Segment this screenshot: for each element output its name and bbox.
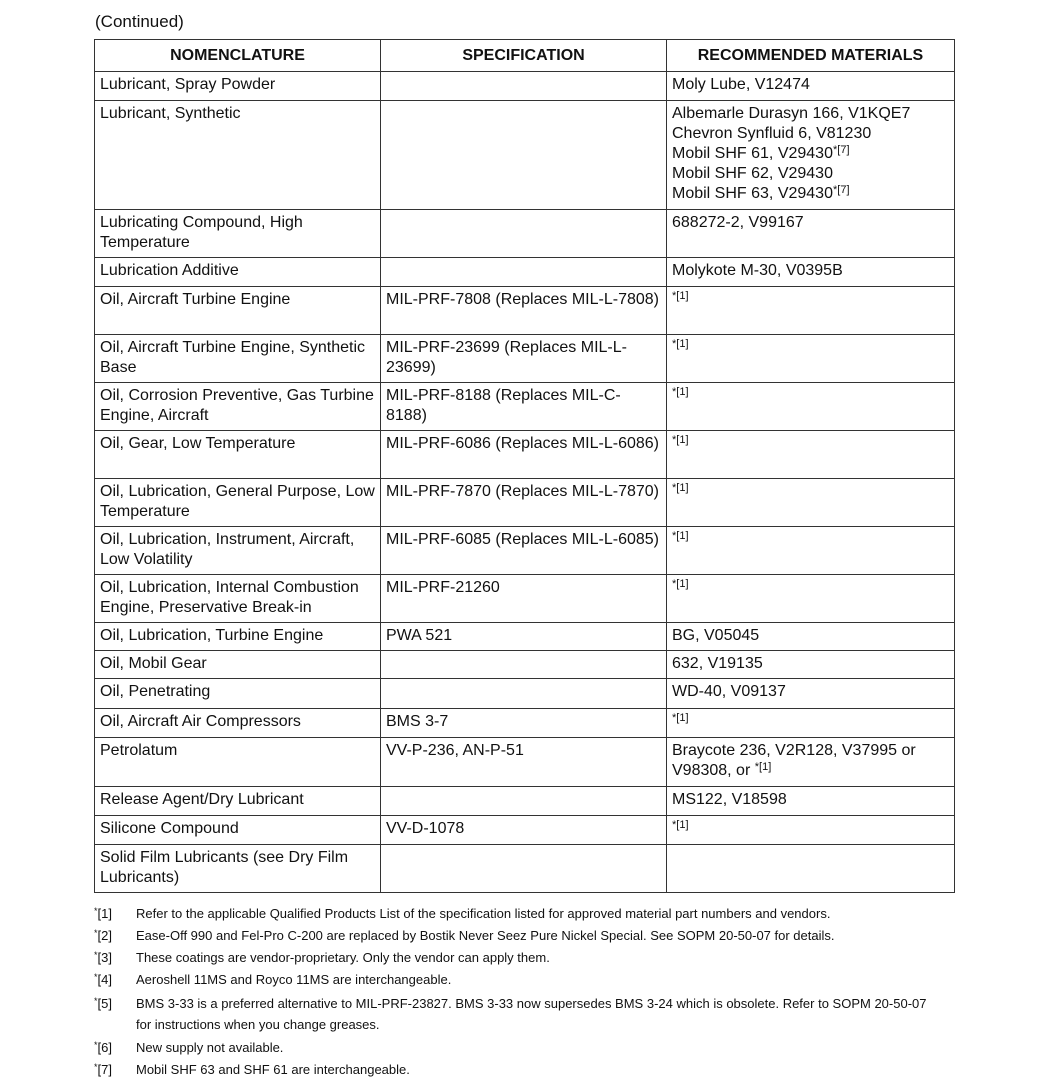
materials-cell — [667, 72, 955, 101]
footnote-star: * — [94, 928, 98, 938]
table-row — [95, 335, 955, 383]
footnote-marker — [94, 993, 136, 1035]
table-row — [95, 479, 955, 527]
material-text: Molykote M-30, V0395B — [672, 262, 843, 279]
continued-label: (Continued) — [95, 12, 184, 31]
material-text: BG, V05045 — [672, 627, 760, 644]
table-row — [95, 738, 955, 787]
material-line — [672, 654, 949, 674]
table-header-row — [95, 40, 955, 72]
nomenclature-cell: Oil, Aircraft Turbine Engine — [95, 287, 381, 335]
specification-cell — [381, 72, 667, 101]
footnote-ref: *[7] — [832, 144, 850, 156]
material-line — [672, 682, 949, 702]
nomenclature-cell: Oil, Lubrication, Turbine Engine — [95, 623, 381, 651]
nomenclature-cell: Release Agent/Dry Lubricant — [95, 787, 381, 816]
specification-cell — [381, 787, 667, 816]
footnote-star: * — [94, 972, 98, 982]
footnote-marker — [94, 971, 136, 988]
footnote-marker — [94, 1061, 136, 1078]
material-text: Chevron Synfluid 6, V81230 — [672, 125, 872, 142]
table-row — [95, 816, 955, 845]
footnote — [94, 905, 954, 922]
material-line — [672, 386, 949, 406]
footnote-ref: *[7] — [832, 184, 850, 196]
materials-cell — [667, 709, 955, 738]
materials-cell — [667, 845, 955, 893]
material-line — [672, 104, 949, 124]
nomenclature-cell: Oil, Gear, Low Temperature — [95, 431, 381, 479]
footnote-text: Ease-Off 990 and Fel-Pro C-200 are replaced by Bostik Never Seez Pure Nickel Special. See SOPM 20-50-07 for details. — [136, 928, 835, 943]
table-row — [95, 258, 955, 287]
table-row — [95, 431, 955, 479]
materials-table — [94, 39, 955, 893]
nomenclature-cell: Petrolatum — [95, 738, 381, 787]
footnote-marker — [94, 927, 136, 944]
table-row — [95, 72, 955, 101]
specification-cell: MIL-PRF-8188 (Replaces MIL-C-8188) — [381, 383, 667, 431]
nomenclature-cell: Oil, Lubrication, Instrument, Aircraft, Low Volatility — [95, 527, 381, 575]
footnote-star: * — [94, 1062, 98, 1072]
nomenclature-cell: Solid Film Lubricants (see Dry Film Lubricants) — [95, 845, 381, 893]
nomenclature-cell: Lubricating Compound, High Temperature — [95, 210, 381, 258]
specification-cell — [381, 651, 667, 679]
material-text: Albemarle Durasyn 166, V1KQE7 — [672, 105, 911, 122]
nomenclature-cell: Oil, Corrosion Preventive, Gas Turbine Engine, Aircraft — [95, 383, 381, 431]
material-line — [672, 741, 949, 781]
material-text: 688272-2, V99167 — [672, 214, 804, 231]
table-row — [95, 845, 955, 893]
footnote-text: New supply not available. — [136, 1040, 284, 1055]
specification-cell — [381, 101, 667, 210]
materials-cell — [667, 431, 955, 479]
material-line — [672, 164, 949, 184]
table-row — [95, 709, 955, 738]
material-line — [672, 290, 949, 310]
footnote-ref: *[1] — [672, 530, 689, 542]
nomenclature-cell: Oil, Aircraft Turbine Engine, Synthetic Base — [95, 335, 381, 383]
table-row — [95, 527, 955, 575]
nomenclature-cell: Lubrication Additive — [95, 258, 381, 287]
nomenclature-cell: Oil, Aircraft Air Compressors — [95, 709, 381, 738]
footnote-ref: *[1] — [672, 712, 689, 724]
footnote-number: [2] — [97, 928, 112, 943]
materials-cell — [667, 787, 955, 816]
specification-cell — [381, 210, 667, 258]
material-line — [672, 144, 949, 164]
material-text: 632, V19135 — [672, 655, 763, 672]
specification-cell: MIL-PRF-21260 — [381, 575, 667, 623]
footnote-text: Aeroshell 11MS and Royco 11MS are interchangeable. — [136, 972, 452, 987]
footnote-star: * — [94, 906, 98, 916]
footnote-ref: *[1] — [672, 386, 689, 398]
footnote-text: Mobil SHF 63 and SHF 61 are interchangeable. — [136, 1062, 410, 1077]
material-text: WD-40, V09137 — [672, 683, 786, 700]
specification-cell — [381, 258, 667, 287]
table-row — [95, 383, 955, 431]
table-body — [95, 72, 955, 893]
material-line — [672, 338, 949, 358]
nomenclature-cell: Silicone Compound — [95, 816, 381, 845]
nomenclature-cell: Oil, Lubrication, General Purpose, Low Temperature — [95, 479, 381, 527]
footnote-text: These coatings are vendor-proprietary. Only the vendor can apply them. — [136, 950, 550, 965]
materials-cell — [667, 287, 955, 335]
footnotes — [94, 905, 954, 1083]
material-line — [672, 213, 949, 233]
specification-cell: MIL-PRF-6085 (Replaces MIL-L-6085) — [381, 527, 667, 575]
material-line — [672, 124, 949, 144]
footnote-number: [1] — [97, 906, 112, 921]
footnote-marker — [94, 949, 136, 966]
table-row — [95, 575, 955, 623]
materials-cell — [667, 623, 955, 651]
material-text: Mobil SHF 61, V29430 — [672, 145, 833, 162]
header-recommended-materials: RECOMMENDED MATERIALS — [667, 40, 955, 72]
table-row — [95, 651, 955, 679]
footnote-star: * — [94, 996, 98, 1006]
material-line — [672, 482, 949, 502]
material-line — [672, 819, 949, 839]
materials-cell — [667, 575, 955, 623]
material-line — [672, 530, 949, 550]
materials-cell — [667, 738, 955, 787]
materials-cell — [667, 335, 955, 383]
footnote-ref: *[1] — [754, 761, 772, 773]
nomenclature-cell: Lubricant, Synthetic — [95, 101, 381, 210]
footnote-ref: *[1] — [672, 578, 689, 590]
footnote-ref: *[1] — [672, 434, 689, 446]
footnote-marker — [94, 1039, 136, 1056]
materials-cell — [667, 679, 955, 709]
footnote-number: [4] — [97, 972, 112, 987]
materials-cell — [667, 258, 955, 287]
material-line — [672, 184, 949, 204]
material-line — [672, 790, 949, 810]
specification-cell: MIL-PRF-7870 (Replaces MIL-L-7870) — [381, 479, 667, 527]
material-text: Braycote 236, V2R128, V37995 or V98308, or — [672, 742, 916, 779]
material-line — [672, 75, 949, 95]
nomenclature-cell: Oil, Mobil Gear — [95, 651, 381, 679]
footnote-number: [3] — [97, 950, 112, 965]
material-line — [672, 261, 949, 281]
footnote-star: * — [94, 950, 98, 960]
table-row — [95, 287, 955, 335]
footnote-text: BMS 3-33 is a preferred alternative to MIL-PRF-23827. BMS 3-33 now supersedes BMS 3-24 which is obsolete. Refer to SOPM 20-50-07 for instructions when you change greases. — [136, 996, 927, 1032]
material-text: Mobil SHF 63, V29430 — [672, 185, 833, 202]
specification-cell — [381, 845, 667, 893]
footnote — [94, 1061, 954, 1078]
materials-cell — [667, 101, 955, 210]
material-line — [672, 578, 949, 598]
footnote — [94, 993, 954, 1035]
footnote-ref: *[1] — [672, 290, 689, 302]
footnote-ref: *[1] — [672, 819, 689, 831]
materials-cell — [667, 479, 955, 527]
nomenclature-cell: Lubricant, Spray Powder — [95, 72, 381, 101]
material-text: Moly Lube, V12474 — [672, 76, 810, 93]
table-row — [95, 679, 955, 709]
footnote — [94, 927, 954, 944]
table-row — [95, 210, 955, 258]
material-line — [672, 434, 949, 454]
table-row — [95, 787, 955, 816]
material-line — [672, 712, 949, 732]
footnote-star: * — [94, 1040, 98, 1050]
footnote — [94, 1039, 954, 1056]
specification-cell — [381, 679, 667, 709]
specification-cell: VV-D-1078 — [381, 816, 667, 845]
nomenclature-cell: Oil, Penetrating — [95, 679, 381, 709]
footnote-marker — [94, 905, 136, 922]
specification-cell: MIL-PRF-23699 (Replaces MIL-L-23699) — [381, 335, 667, 383]
header-nomenclature: NOMENCLATURE — [95, 40, 381, 72]
materials-cell — [667, 383, 955, 431]
specification-cell: VV-P-236, AN-P-51 — [381, 738, 667, 787]
materials-cell — [667, 651, 955, 679]
materials-cell — [667, 210, 955, 258]
header-specification: SPECIFICATION — [381, 40, 667, 72]
footnote-ref: *[1] — [672, 338, 689, 350]
nomenclature-cell: Oil, Lubrication, Internal Combustion Engine, Preservative Break-in — [95, 575, 381, 623]
materials-cell — [667, 527, 955, 575]
material-line — [672, 626, 949, 646]
table-row — [95, 101, 955, 210]
specification-cell: PWA 521 — [381, 623, 667, 651]
specification-cell: BMS 3-7 — [381, 709, 667, 738]
specification-cell: MIL-PRF-7808 (Replaces MIL-L-7808) — [381, 287, 667, 335]
footnote-number: [5] — [97, 996, 112, 1011]
footnote — [94, 971, 954, 988]
material-text: Mobil SHF 62, V29430 — [672, 165, 833, 182]
footnote-ref: *[1] — [672, 482, 689, 494]
footnote — [94, 949, 954, 966]
table-row — [95, 623, 955, 651]
footnote-number: [7] — [97, 1062, 112, 1077]
footnote-number: [6] — [97, 1040, 112, 1055]
material-text: MS122, V18598 — [672, 791, 787, 808]
specification-cell: MIL-PRF-6086 (Replaces MIL-L-6086) — [381, 431, 667, 479]
footnote-text: Refer to the applicable Qualified Products List of the specification listed for approved material part numbers and vendors. — [136, 906, 831, 921]
materials-cell — [667, 816, 955, 845]
